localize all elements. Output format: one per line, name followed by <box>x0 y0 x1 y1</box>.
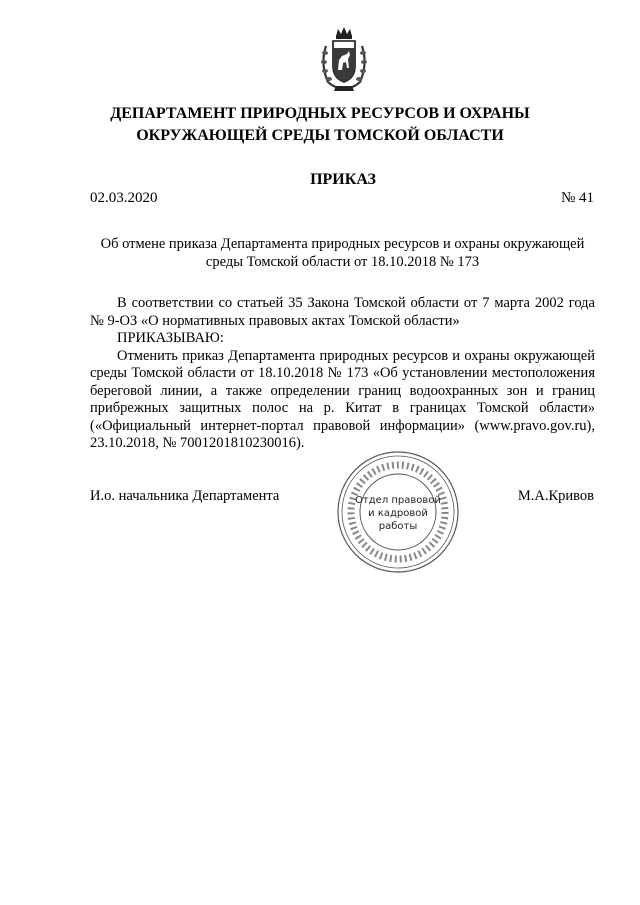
signatory-position: И.о. начальника Департамента <box>90 488 280 504</box>
signatory-name: М.А.Кривов <box>517 488 594 504</box>
department-name-line2: ОКРУЖАЮЩЕЙ СРЕДЫ ТОМСКОЙ ОБЛАСТИ <box>136 127 504 144</box>
order-body <box>90 295 595 453</box>
stamp-line3: работы <box>378 521 418 532</box>
order-subject <box>90 235 595 271</box>
order-title: ПРИКАЗ <box>310 171 376 188</box>
department-name <box>0 103 640 147</box>
directive-word: ПРИКАЗЫВАЮ: <box>117 330 224 346</box>
stamp-line1: Отдел правовой <box>355 495 441 506</box>
stamp-text <box>335 494 461 533</box>
order-subject-line2: среды Томской области от 18.10.2018 № 173 <box>205 254 480 270</box>
order-date: 02.03.2020 <box>90 190 158 206</box>
department-name-line1: ДЕПАРТАМЕНТ ПРИРОДНЫХ РЕСУРСОВ И ОХРАНЫ <box>110 105 530 122</box>
order-number: № 41 <box>560 190 594 206</box>
order-subject-line1: Об отмене приказа Департамента природных ресурсов и охраны окружающей <box>100 236 585 252</box>
stamp-line2: и кадровой <box>368 508 428 519</box>
legal-basis-paragraph: В соответствии со статьей 35 Закона Томской области от 7 марта 2002 года № 9-ОЗ «О нормативных правовых актах Томской области» <box>90 295 595 329</box>
order-text-paragraph: Отменить приказ Департамента природных ресурсов и охраны окружающей среды Томской области от 18.10.2018 № 173 «Об установлении местоположения береговой линии, а также определении границ водоохранных зон и границ прибрежных защитных полос на р. Китат в границах Томской области» («Официальный интернет-портал правовой информации» (www.pravo.gov.ru), 23.10.2018, № 7001201810230016). <box>90 347 595 451</box>
coat-of-arms-icon <box>318 26 370 94</box>
